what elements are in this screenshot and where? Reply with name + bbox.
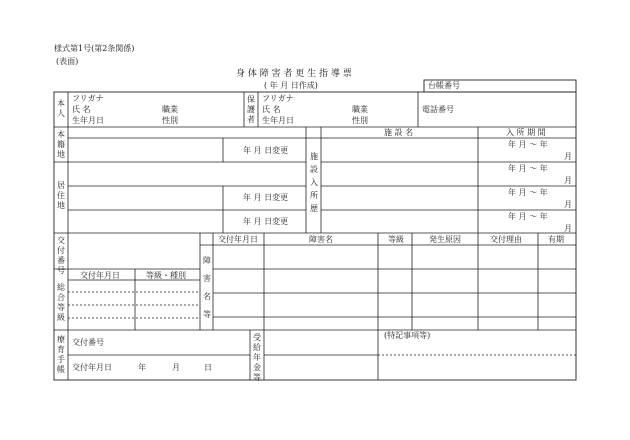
- disability-name-header: 障害名: [309, 235, 333, 244]
- facility-period-to-4: 月: [564, 224, 572, 233]
- rehab-book-label: 療育手帳: [57, 335, 65, 374]
- guardian-birthdate: 生年月日: [262, 116, 294, 125]
- domicile-label: 本籍地: [57, 130, 65, 159]
- person-birthdate: 生年月日: [72, 116, 104, 125]
- form-number: 様式第1号(第2条関係): [54, 44, 135, 53]
- rehab-book-month: 月: [172, 363, 180, 372]
- ledger-number-label: 台帳番号: [428, 81, 460, 90]
- reason-header: 交付理由: [490, 235, 522, 244]
- facility-name-header: 施 設 名: [384, 128, 414, 137]
- guardian-name: 氏 名: [262, 105, 281, 114]
- notes-label: (特記事項等): [384, 331, 431, 340]
- person-section-label: 本人: [57, 99, 65, 118]
- rehab-book-day: 日: [204, 363, 212, 372]
- form-title: 身 体 障 害 者 更 生 指 導 票: [236, 69, 352, 79]
- cause-header: 発生原因: [429, 235, 461, 244]
- facility-section-label: 施設入所歴: [310, 152, 318, 213]
- rehab-book-number: 交付番号: [72, 338, 104, 347]
- rehab-book-year: 年: [138, 363, 146, 372]
- issue-date-header: 交付年月日: [218, 235, 258, 244]
- facility-period-to-3: 月: [564, 200, 572, 209]
- created-date: ( 年 月 日作成): [264, 81, 318, 90]
- rehab-book-date: 交付年月日: [72, 363, 112, 372]
- facility-period-to-1: 月: [564, 152, 572, 161]
- grade-header: 等級: [388, 235, 404, 244]
- person-furigana: フリガナ: [72, 94, 104, 103]
- guardian-section-label: 保護者: [247, 95, 255, 124]
- guardian-occupation: 職業: [352, 105, 368, 114]
- pension-label: 受給年金等: [253, 333, 261, 382]
- facility-period-from-4: 年 月 〜 年: [508, 212, 548, 221]
- combined-grade-label: 総合等級: [57, 283, 65, 322]
- disability-section-label: 障害名等: [203, 256, 211, 319]
- residence-changed-1: 年 月 日変更: [243, 193, 289, 202]
- guardian-phone: 電話番号: [422, 105, 454, 114]
- facility-period-from-3: 年 月 〜 年: [508, 188, 548, 197]
- side-label: (表面): [56, 57, 79, 66]
- facility-period-header: 入 所 期 間: [506, 128, 546, 137]
- person-sex: 性別: [162, 116, 178, 125]
- guardian-furigana: フリガナ: [262, 94, 294, 103]
- validity-header: 有期: [548, 235, 564, 244]
- guardian-sex: 性別: [352, 116, 368, 125]
- facility-period-from-2: 年 月 〜 年: [508, 164, 548, 173]
- issue-number-label: 交付番号: [57, 236, 65, 275]
- residence-label: 居住地: [57, 181, 65, 210]
- combined-grade-type-header: 等級・種別: [146, 271, 186, 280]
- combined-grade-date-header: 交付年月日: [80, 271, 120, 280]
- facility-period-from-1: 年 月 〜 年: [508, 140, 548, 149]
- person-occupation: 職業: [162, 105, 178, 114]
- facility-period-to-2: 月: [564, 176, 572, 185]
- person-name: 氏 名: [72, 105, 91, 114]
- domicile-changed: 年 月 日変更: [243, 146, 289, 155]
- residence-changed-2: 年 月 日変更: [243, 217, 289, 226]
